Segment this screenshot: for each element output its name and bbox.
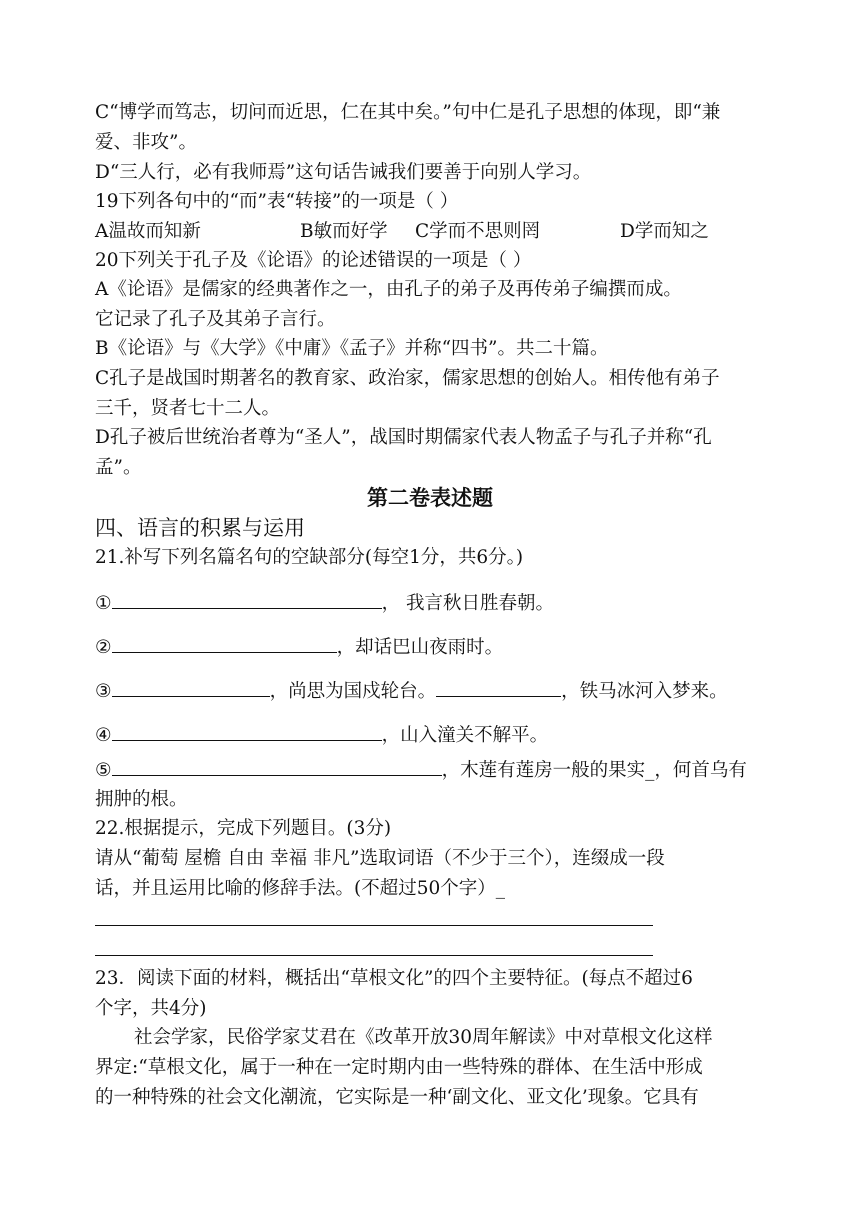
q20-option-a-line2: 它记录了孔子及其弟子言行。	[95, 309, 336, 330]
q18-option-c-line1: C“博学而笃志，切问而近思，仁在其中矣。”句中仁是孔子思想的体现，即“兼	[95, 102, 721, 123]
q20-option-d-line2: 孟”。	[95, 457, 142, 478]
q21-item-1	[95, 590, 554, 617]
q23-passage-line1: 社会学家，民俗学家艾君在《改革开放30周年解读》中对草根文化这样	[134, 1027, 713, 1048]
item-text: ，山入潼关不解平。	[381, 725, 549, 746]
q20-option-c-line2: 三千，贤者七十二人。	[95, 398, 281, 419]
answer-blank[interactable]	[112, 634, 337, 653]
item-text: ，铁马冰河入梦来。	[561, 681, 728, 702]
answer-line[interactable]	[95, 925, 653, 926]
q20-stem: 20下列关于孔子及《论语》的论述错误的一项是（ ）	[95, 250, 532, 271]
q19-option-d: D学而知之	[620, 221, 709, 242]
q19-option-b: B敏而好学	[300, 221, 388, 242]
q18-option-d: D“三人行，必有我师焉”这句话告诫我们要善于向别人学习。	[95, 162, 592, 183]
answer-blank[interactable]	[112, 722, 382, 741]
answer-blank[interactable]	[112, 590, 382, 609]
q21-stem: 21.补写下列名篇名句的空缺部分(每空1分，共6分。)	[95, 547, 524, 568]
section4-title: 四、语言的积累与运用	[95, 516, 305, 540]
item-number: ③	[95, 681, 112, 702]
q20-option-b: B《论语》与《大学》《中庸》《孟子》并称“四书”。共二十篇。	[95, 338, 609, 359]
q23-passage-line3: 的一种特殊的社会文化潮流，它实际是一种‘副文化、亚文化’现象。它具有	[95, 1087, 699, 1108]
item-text: ， 我言秋日胜春朝。	[381, 593, 554, 614]
answer-line[interactable]	[95, 955, 653, 956]
q21-item-5	[95, 757, 747, 784]
item-number: ②	[95, 637, 112, 658]
item-text: ，尚思为国戍轮台。	[269, 681, 437, 702]
q19-option-a: A温故而知新	[95, 221, 201, 242]
q23-stem-line1: 23．阅读下面的材料，概括出“草根文化”的四个主要特征。(每点不超过6	[95, 968, 693, 989]
answer-blank[interactable]	[436, 678, 561, 697]
q23-passage-line2: 界定:“草根文化，属于一种在一定时期内由一些特殊的群体、在生活中形成	[95, 1057, 703, 1078]
answer-blank[interactable]	[112, 678, 270, 697]
q22-stem: 22.根据提示，完成下列题目。(3分)	[95, 818, 392, 839]
q23-stem-line2: 个字，共4分)	[95, 998, 207, 1019]
q20-option-c-line1: C孔子是战国时期著名的教育家、政治家，儒家思想的创始人。相传他有弟子	[95, 368, 720, 389]
q21-item-2	[95, 634, 503, 661]
item-text: ，木莲有莲房一般的果实_，何首乌有	[441, 760, 747, 781]
q21-item-5-line2: 拥肿的根。	[95, 789, 188, 810]
q19-option-c: C学而不思则罔	[415, 221, 541, 242]
q20-option-a-line1: A《论语》是儒家的经典著作之一，由孔子的弟子及再传弟子编撰而成。	[95, 279, 682, 300]
q22-line1: 请从“葡萄 屋檐 自由 幸福 非凡”选取词语（不少于三个），连缀成一段	[95, 848, 665, 869]
item-number: ①	[95, 593, 112, 614]
item-text: ，却话巴山夜雨时。	[336, 637, 504, 658]
q21-item-4	[95, 722, 548, 749]
item-number: ④	[95, 725, 112, 746]
q21-item-3	[95, 678, 728, 705]
q19-stem: 19下列各句中的“而”表“转接”的一项是（ ）	[95, 191, 459, 212]
item-number: ⑤	[95, 760, 112, 781]
q20-option-d-line1: D孔子被后世统治者尊为“圣人”，战国时期儒家代表人物孟子与孔子并称“孔	[95, 427, 712, 448]
q22-line2: 话，并且运用比喻的修辞手法。(不超过50个字）_	[95, 878, 506, 899]
q18-option-c-line2: 爱、非攻”。	[95, 132, 197, 153]
q19-options	[95, 219, 709, 245]
answer-blank[interactable]	[112, 757, 442, 776]
part2-title: 第二卷表述题	[367, 485, 493, 510]
